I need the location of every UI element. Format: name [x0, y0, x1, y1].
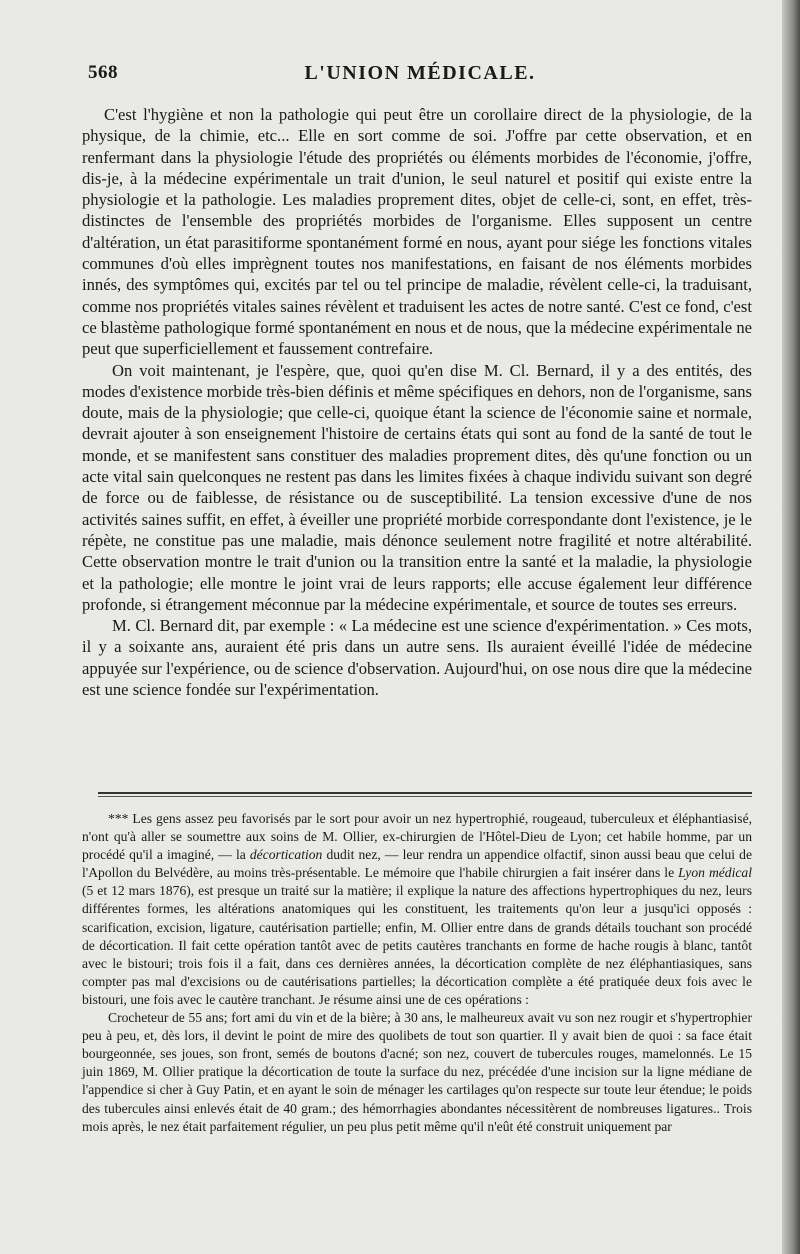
page-number: 568	[88, 62, 118, 83]
footnote-journal-title: Lyon médical	[678, 865, 752, 881]
book-spine-shadow	[782, 0, 800, 1254]
footnote-text: Crocheteur de 55 ans; fort ami du vin et de la bière; à 30 ans, le malheureux avait vu son nez rougir et s'hypertrophier peu à peu, et, dès lors, il devint le point de mire des quolibets de tout son quartier. Il y avait bien de quoi : sa face était bourgeonnée, ses joues, son front, semés de boutons d'acné; son nez, couvert de tubercules rouges, mamelonnés. Le 15 juin 1869, M. Ollier pratique la décortication de toute la surface du nez, précédée d'une incision sur la ligne médiane de l'appendice si cher à Guy Patin, et en ayant le soin de ménager les cartilages qu'on respecte sur toute leur étendue; le poids des tubercules ainsi enlevés était de 40 gram.; des hémorrhagies abondantes nécessitèrent de nombreuses ligatures.. Trois mois après, le nez était parfaitement régulier, un peu plus petit même qu'il n'eût été construit uniquement par	[82, 1010, 752, 1134]
paragraph-hygiene: C'est l'hygiène et non la pathologie qui peut être un corollaire direct de la physiologie, de la physique, de la chimie, etc... Elle en sort comme de soi. J'offre par cette observation, et en renfermant dans la physiologie l'étude des propriétés ou éléments morbides de l'économie, j'offre, dis-je, à la médecine expérimentale un trait d'union, le seul naturel et positif qui existe entre la physiologie et la pathologie. Les maladies proprement dites, objet de celle-ci, sont, en effet, très-distinctes de l'ensemble des propriétés morbides de l'organisme. Elles supposent un centre d'altération, un état parasitiforme spontanément formé en nous, ayant pour siége les fonctions vitales communes d'où elles imprègnent toutes nos manifestations, en faisant de nos éléments morbides innés, des symptômes qui, excités par tel ou tel principe de maladie, révèlent celle-ci, la traduisant, comme nos propriétés vitales saines révèlent et traduisent les actes de notre santé. C'est ce fond, c'est ce blastème pathologique formé spontanément en nous et de nous, que la médecine expérimentale ne peut que superficiellement et faussement contrefaire.	[82, 105, 752, 359]
main-text	[82, 104, 752, 700]
paragraph-experimentation: M. Cl. Bernard dit, par exemple : « La médecine est une science d'expérimentation. » Ces mots, il y a soixante ans, auraient été pris dans un autre sens. Ils auraient éveillé l'idée de médecine appuyée sur l'expérience, ou de science d'observation. Aujourd'hui, on ose nous dire que la médecine est une science fondée sur l'expérimentation.	[82, 616, 752, 700]
footnote-text: (5 et 12 mars 1876), est presque un traité sur la matière; il explique la nature des affections hypertrophiques du nez, leurs différentes formes, les altérations anatomiques qui les constituent, les traitements qu'on leur a jusqu'ici opposés : scarification, excision, ligature, cautérisation partielle; enfin, M. Ollier entre dans de grands détails touchant son procédé de décortication. Il fait cette opération tantôt avec de petits cautères tranchants en forme de hache rougis à blanc, tantôt avec le bistouri; trois fois il a fait, dans ces dernières années, la décortication complète de nez éléphantiasiques, sans compter pas mal d'excisions ou de cautérisations partielles; la décortication complète a été pratiquée deux fois avec le bistouri, une fois avec le cautère tranchant. Je résume ainsi une de ces opérations :	[82, 883, 752, 1007]
page-header	[88, 58, 752, 94]
footnote-separator	[98, 792, 752, 797]
footnote-text: dudit nez, — leur rendra un appendice olfactif, sinon aussi beau que celui de l'Apollon du Belvédère, au moins très-présentable. Le mémoire que l'habile chirurgien a fait insérer dans le	[82, 847, 752, 881]
running-title: L'UNION MÉDICALE.	[304, 62, 536, 84]
footnote-italic-term: décortication	[249, 847, 323, 863]
footnote-paragraph-case	[82, 1009, 752, 1136]
footnote-text: *** Les gens assez peu favorisés par le sort pour avoir un nez hypertrophié, rougeaud, tuberculeux et éléphantiasisé, n'ont qu'à aller se soumettre aux soins de M. Ollier, ex-chirurgien de l'Hôtel-Dieu de Lyon; cet habile homme, par un procédé qu'il a imaginé, — la	[82, 811, 752, 863]
footnote-block	[82, 810, 752, 1136]
paragraph-entities: On voit maintenant, je l'espère, que, quoi qu'en dise M. Cl. Bernard, il y a des entités, des modes d'existence morbide très-bien définis et même spécifiques en dehors, non de l'organisme, sans doute, mais de la physiologie; que celle-ci, quoique étant la science de l'économie saine et normale, devrait ajouter à son enseignement l'histoire de certains états qui sont au fond de la santé de tout le monde, et se manifestent sans constituer des maladies proprement dites, dès qu'une fonction ou un acte vital sain quelconques ne restent pas dans les limites fixées à chaque individu suivant son degré de force ou de faiblesse, de résistance ou de susceptibilité. La tension excessive d'une de nos activités saines suffit, en effet, à éveiller une propriété morbide correspondante dont l'existence, je le répète, ne constitue pas une maladie, mais dénonce seulement notre fragilité et notre altérabilité. Cette observation montre le trait d'union ou la transition entre la santé et la maladie, la physiologie et la pathologie; elle montre le joint vrai de leurs rapports; elle accuse également leur différence profonde, si étrangement méconnue par la médecine expérimentale, et source de toutes ses erreurs.	[82, 360, 752, 614]
footnote-paragraph-decortication	[82, 810, 752, 1009]
